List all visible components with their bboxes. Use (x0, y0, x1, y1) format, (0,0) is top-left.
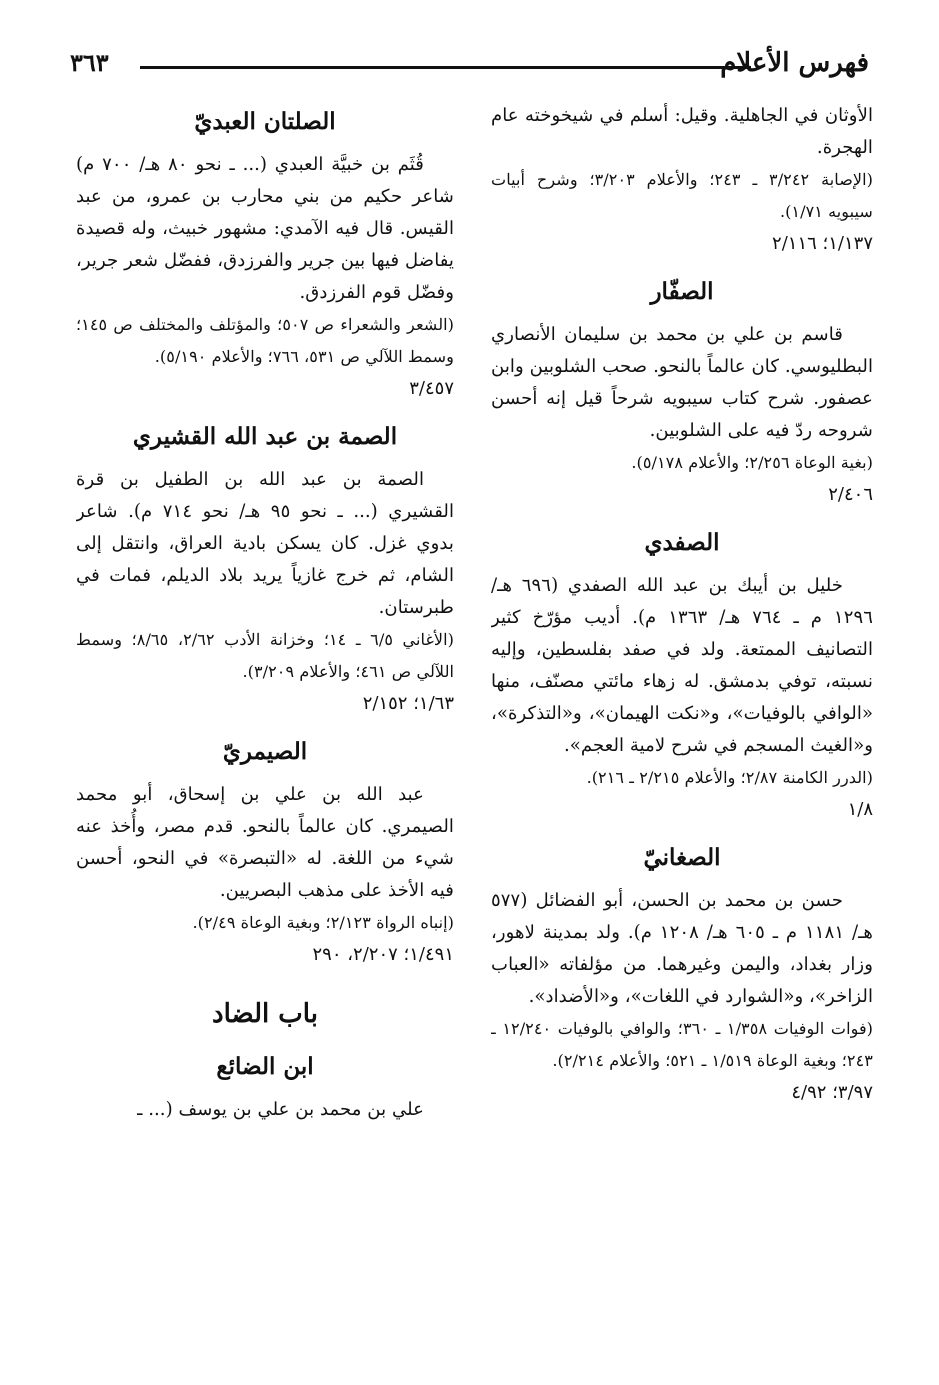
entry-references: (بغية الوعاة ٢/٢٥٦؛ والأعلام ٥/١٧٨). (631, 453, 873, 472)
entry-references: (الدرر الكامنة ٢/٨٧؛ والأعلام ٢/٢١٥ ـ ٢١٦). (586, 768, 873, 787)
entry-heading: الصمة بن عبد الله القشيري (132, 423, 398, 450)
entry-heading: الصيمريّ (222, 738, 308, 765)
entry-body: قاسم بن علي بن محمد بن سليمان الأنصاري البطليوسي. كان عالماً بالنحو. صحب الشلوبين وابن عصفور. شرح كتاب سيبويه شرحاً قيل إنه أحسن شروحه ردّ فيه على الشلوبين. (491, 324, 873, 441)
entry-body: الأوثان في الجاهلية. وقيل: أسلم في شيخوخته عام الهجرة. (491, 105, 873, 158)
entry-body: حسن بن محمد بن الحسن، أبو الفضائل (٥٧٧ هـ/ ١١٨١ م ـ ٦٠٥ هـ/ ١٢٠٨ م). ولد بمدينة لاهور، وزار بغداد، واليمن وغيرهما. من مؤلفاته «العباب الزاخر»، و«الشوارد في اللغات»، و«الأضداد». (491, 890, 873, 1007)
header-rule (140, 66, 751, 69)
entry-saltan-abdi (76, 108, 454, 405)
entry-pages: ١/١٣٧؛ ٢/١١٦ (772, 233, 873, 254)
entry-body: قُثَم بن خبيَّة العبدي (... ـ نحو ٨٠ هـ/ ٧٠٠ م) شاعر حكيم من بني محارب بن عمرو، من عبد القيس. قال فيه الآمدي: مشهور خبيث، وله قصيدة يفاضل فيها بين جرير والفرزدق، ففضّل شعر جرير، وفضّل قوم الفرزدق. (76, 154, 454, 303)
entry-heading: الصلتان العبديّ (194, 108, 336, 135)
entry-pages: ٣/٩٧؛ ٤/٩٢ (791, 1082, 873, 1103)
entry-pages: ٣/٤٥٧ (409, 378, 454, 399)
entry-pages: ١/٨ (847, 799, 873, 820)
page-number: ٣٦٣ (70, 48, 109, 77)
entry-simma-qushayri (76, 423, 454, 720)
entry-saymari (76, 738, 454, 971)
entry-references: (الأغاني ٦/٥ ـ ١٤؛ وخزانة الأدب ٢/٦٢، ٨/٦٥؛ وسمط اللآلي ص ٤٦١؛ والأعلام ٣/٢٠٩). (76, 630, 454, 681)
entry-continuation (491, 100, 873, 260)
entry-body: خليل بن أيبك بن عبد الله الصفدي (٦٩٦ هـ/ ١٢٩٦ م ـ ٧٦٤ هـ/ ١٣٦٣ م). أديب مؤرّخ كثير التصانيف الممتعة. ولد في صفد بفلسطين، وإليه نسبته، توفي بدمشق. له زهاء مائتي مصنّف، منها «الوافي بالوفيات»، و«نكت الهيمان»، و«التذكرة»، و«الغيث المسجم في شرح لامية العجم». (491, 575, 873, 756)
entry-safadi (491, 529, 873, 826)
entry-saghani (491, 844, 873, 1109)
right-column (491, 100, 873, 1365)
running-title: فهرس الأعلام (720, 48, 869, 78)
entry-references: (الإصابة ٣/٢٤٢ ـ ٢٤٣؛ والأعلام ٣/٢٠٣؛ وشرح أبيات سيبويه ١/٧١). (491, 170, 873, 221)
entry-ibn-daai (76, 1053, 454, 1126)
entry-heading: الصفدي (644, 529, 720, 556)
entry-pages: ١/٦٣؛ ٢/١٥٢ (362, 693, 454, 714)
entry-references: (إنباه الرواة ٢/١٢٣؛ وبغية الوعاة ٢/٤٩). (192, 913, 454, 932)
left-column (76, 100, 454, 1365)
page-header (70, 42, 869, 86)
section-heading: باب الضاد (212, 999, 318, 1029)
entry-heading: الصفّار (650, 278, 714, 305)
entry-body: الصمة بن عبد الله بن الطفيل بن قرة القشيري (... ـ نحو ٩٥ هـ/ نحو ٧١٤ م). شاعر بدوي غزل. كان يسكن بادية العراق، وانتقل إلى الشام، ثم خرج غازياً يريد بلاد الديلم، فمات في طبرستان. (76, 469, 454, 618)
entry-pages: ٢/٤٠٦ (828, 484, 873, 505)
entry-heading: ابن الضائع (216, 1053, 314, 1080)
entry-pages: ١/٤٩١؛ ٢/٢٠٧، ٢٩٠ (312, 944, 454, 965)
entry-references: (فوات الوفيات ١/٣٥٨ ـ ٣٦٠؛ والوافي بالوفيات ١٢/٢٤٠ ـ ٢٤٣؛ وبغية الوعاة ١/٥١٩ ـ ٥٢١؛ والأعلام ٢/٢١٤). (491, 1019, 873, 1070)
entry-body: عبد الله بن علي بن إسحاق، أبو محمد الصيمري. كان عالماً بالنحو. قدم مصر، وأُخذ عنه شيء من اللغة. له «التبصرة» في النحو، أحسن فيه الأخذ على مذهب البصريين. (76, 784, 454, 901)
entry-references: (الشعر والشعراء ص ٥٠٧؛ والمؤتلف والمختلف ص ١٤٥؛ وسمط اللآلي ص ٥٣١، ٧٦٦؛ والأعلام ٥/١٩٠). (76, 315, 454, 366)
entry-heading: الصغانيّ (643, 844, 721, 871)
entry-body: علي بن محمد بن علي بن يوسف (... ـ (137, 1099, 424, 1120)
entry-saffar (491, 278, 873, 511)
